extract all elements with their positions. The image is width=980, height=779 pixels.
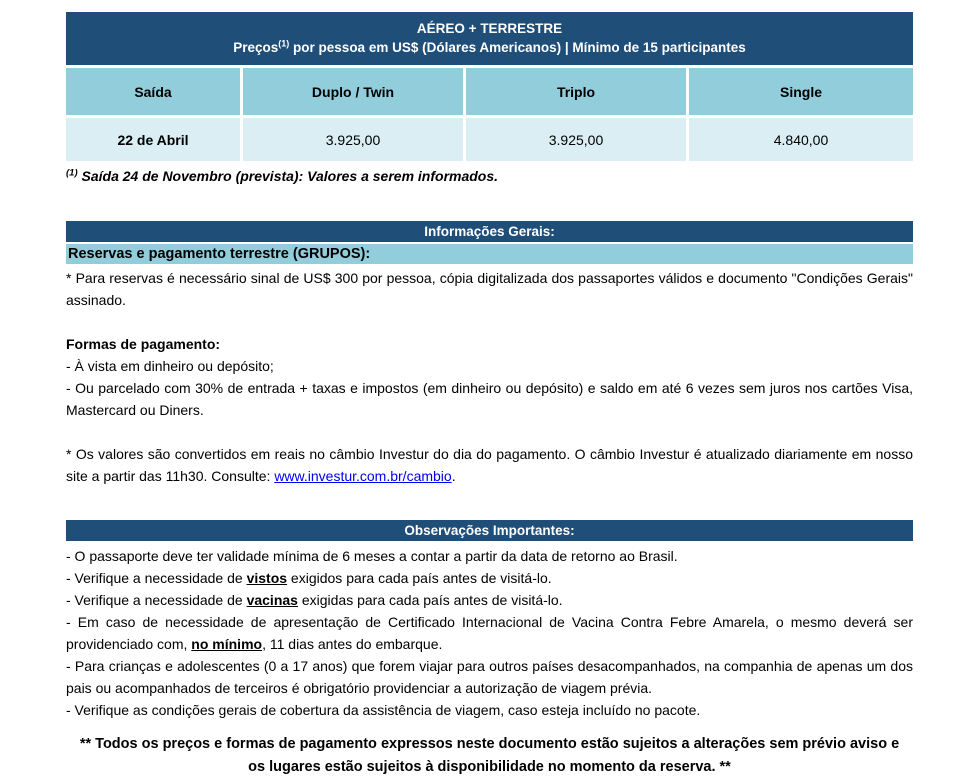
cell-departure-date: 22 de Abril [66,118,240,161]
note-item-minors [66,655,913,699]
note-text: - Para crianças e adolescentes (0 a 17 anos) que forem viajar para outros países desacompanhados, na companhia de apenas um dos pais ou acompanhados de terceiros é obrigatório providenciar a autorização de viagem prévia. [66,658,913,696]
payment-method-item-installments: - Ou parcelado com 30% de entrada + taxas e impostos (em dinheiro ou depósito) e saldo em até 6 vezes sem juros nos cartões Visa, Mastercard ou Diners. [66,380,913,418]
exchange-rate-text: * Os valores são convertidos em reais no câmbio Investur do dia do pagamento. O câmbio Investur é atualizado diariamente em nosso site a partir das 11h30. Consulte: [66,446,913,484]
table-title-bar [66,12,913,65]
cell-price-triplo: 3.925,00 [466,118,686,161]
table-title: AÉREO + TERRESTRE [416,21,563,36]
note-emphasis: vacinas [246,592,298,608]
table-row [66,118,913,161]
section-header-informacoes-gerais: Informações Gerais: [66,221,913,242]
note-text: exigidas para cada país antes de visitá-lo. [297,592,563,608]
note-emphasis: no mínimo [191,636,263,652]
table-subtitle-pre: Preços [233,40,279,55]
important-notes-list [66,545,913,721]
note-text: - Em caso de necessidade de apresentação de Certificado Internacional de Vacina Contra Febre Amarela, o mesmo deverá ser providenciado com, [66,614,913,652]
column-header-saida: Saída [66,68,240,115]
cell-price-duplo: 3.925,00 [243,118,463,161]
table-header-row [66,68,913,115]
payment-method-item-cash: - À vista em dinheiro ou depósito; [66,358,274,374]
note-text: , 11 dias antes do embarque. [262,636,443,652]
cell-price-single: 4.840,00 [689,118,913,161]
note-text: - O passaporte deve ter validade mínima de 6 meses a contar a partir da data de retorno ao Brasil. [66,548,678,564]
cambio-link[interactable]: www.investur.com.br/cambio [274,468,452,484]
column-header-triplo: Triplo [466,68,686,115]
footer-disclaimer: ** Todos os preços e formas de pagamento expressos neste documento estão sujeitos a alterações sem prévio aviso e os lugares estão sujeitos à disponibilidade no momento da reserva. ** [79,736,900,775]
price-table [66,12,913,161]
table-subtitle-post: por pessoa em US$ (Dólares Americanos) | Mínimo de 15 participantes [289,40,746,55]
paragraph-reservas: * Para reservas é necessário sinal de US$ 300 por pessoa, cópia digitalizada dos passaportes válidos e documento "Condições Gerais" assinado. [66,270,913,308]
spacer [66,311,913,333]
note-item-yellow-fever [66,611,913,655]
section-header-observacoes-importantes: Observações Importantes: [66,520,913,541]
note-text: - Verifique a necessidade de [66,570,247,586]
footnote [66,168,913,184]
note-item-visas [66,567,913,589]
table-subtitle-footnote-marker: (1) [278,38,290,49]
exchange-rate-text-end: . [451,468,456,484]
note-item-travel-assistance [66,699,913,721]
note-text: - Verifique a necessidade de [66,592,247,608]
note-item-vaccines [66,589,913,611]
footnote-text: Saída 24 de Novembro (prevista): Valores a serem informados. [77,168,499,184]
note-item-passport [66,545,913,567]
payment-methods-title: Formas de pagamento: [66,336,221,352]
footnote-marker: (1) [66,167,78,179]
note-text: exigidos para cada país antes de visitá-lo. [287,570,552,586]
column-header-single: Single [689,68,913,115]
spacer [66,421,913,443]
note-text: - Verifique as condições gerais de cobertura da assistência de viagem, caso esteja incluído no pacote. [66,702,701,718]
note-emphasis: vistos [246,570,288,586]
table-subtitle [70,38,909,57]
subsection-header-reservas: Reservas e pagamento terrestre (GRUPOS): [66,244,913,264]
column-header-duplo-twin: Duplo / Twin [243,68,463,115]
paragraph-exchange-rate [66,443,913,487]
